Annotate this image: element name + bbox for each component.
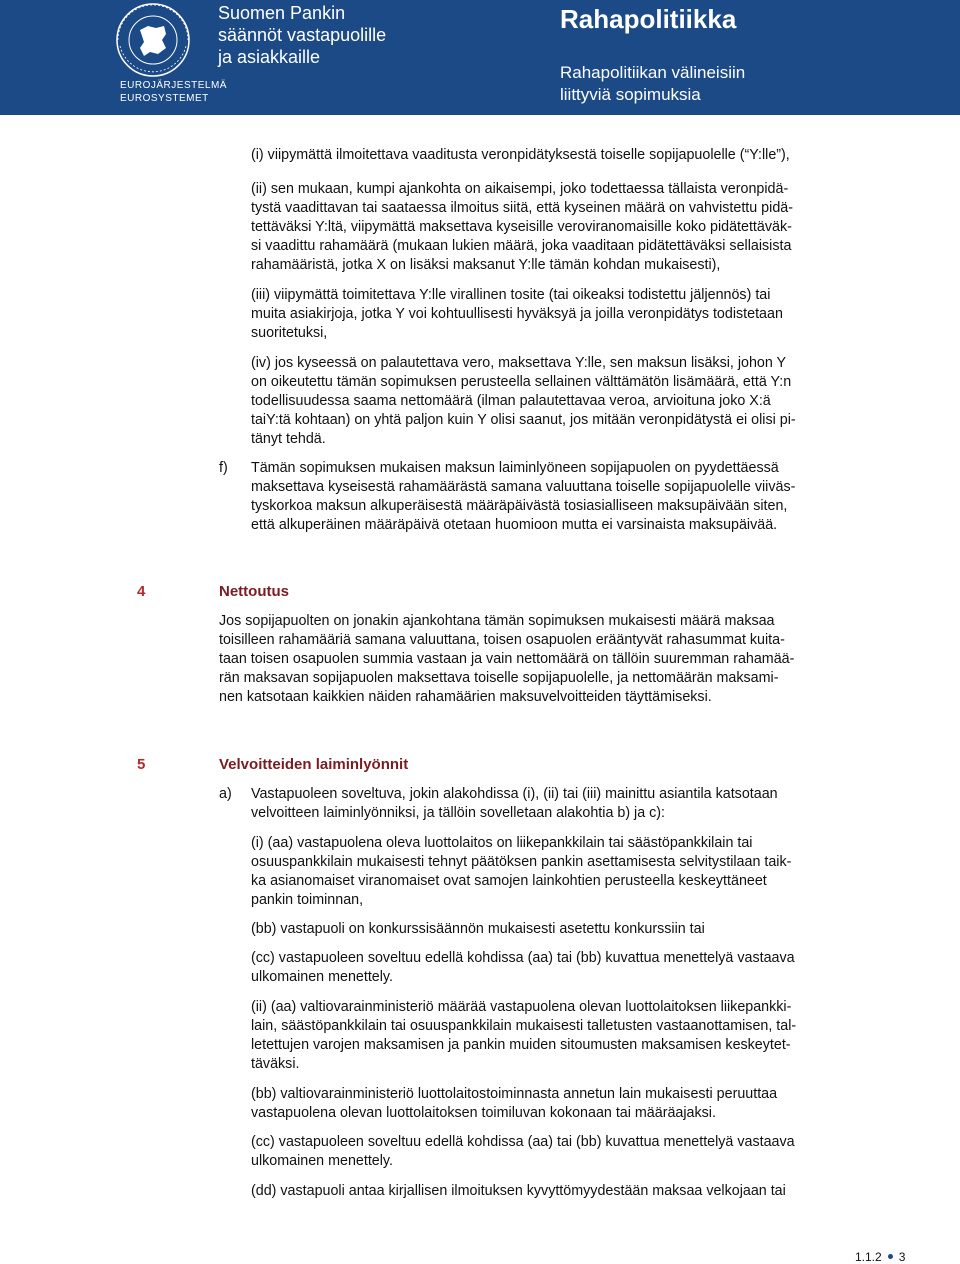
item-label-a: a) (219, 786, 232, 802)
body-line: suoritetuksi, (251, 325, 328, 341)
body-line: rahamääristä, jotka X on lisäksi maksanut Y:lle tämän kohdan mukaisesti), (251, 257, 721, 273)
header-subtitle-line: liittyviä sopimuksia (560, 85, 701, 104)
body-line: Tämän sopimuksen mukaisen maksun laiminlyöneen sopijapuolen on pyydettäessä (251, 460, 779, 476)
body-line: (iii) viipymättä toimitettava Y:lle virallinen tosite (tai oikeaksi todistettu jäljennös) tai (251, 287, 771, 303)
body-line: vastapuolena olevan luottolaitoksen toimiluvan kokonaan tai määräajaksi. (251, 1105, 716, 1121)
section-4-title: Nettoutus (219, 583, 289, 600)
header-org (218, 2, 386, 68)
body-line: tystä vaadittavan tai saataessa ilmoitus siitä, että kyseinen määrä on vahvistettu pidä- (251, 200, 793, 216)
body-line: taan toisen osapuolen summia vastaan ja vain nettomäärä on tällöin suuremman rahamää- (219, 651, 795, 667)
body-line: toisilleen rahamääriä samana valuuttana, toisen osapuolen erääntyvät rahasummat kuita- (219, 632, 785, 648)
header-title: Rahapolitiikka (560, 4, 737, 34)
section-5-number: 5 (137, 756, 146, 773)
body-line: ulkomainen menettely. (251, 969, 393, 985)
body-line: letettujen varojen maksamisen ja pankin muiden sitoumusten maksamisen keskeytet- (251, 1037, 791, 1053)
body-line: nen katsotaan kaikkien näiden rahamäärien maksuvelvoitteiden täyttämiseksi. (219, 689, 712, 705)
body-line: että alkuperäinen määräpäivä otetaan huomioon mutta ei varsinaista maksupäivää. (251, 517, 778, 533)
body-line: (cc) vastapuoleen soveltuu edellä kohdissa (aa) tai (bb) kuvattua menettelyä vastaava (251, 950, 795, 966)
body-line: (bb) valtiovarainministeriö luottolaitostoiminnasta annetun lain mukaisesti peruuttaa (251, 1086, 778, 1102)
body-line: (i) (aa) vastapuolena oleva luottolaitos on liikepankkilain tai säästöpankkilain tai (251, 835, 753, 851)
body-line: (ii) (aa) valtiovarainministeriö määrää vastapuolena olevan luottolaitoksen liikepankki- (251, 999, 792, 1015)
page-footer (855, 1250, 905, 1264)
body-line: taiY:tä kohtaan) on yhtä paljon kuin Y olisi saanut, jos mitään veronpidätystä ei olisi pi- (251, 412, 796, 428)
body-line: pankin toiminnan, (251, 892, 364, 908)
header-subtitle-line: Rahapolitiikan välineisiin (560, 63, 746, 82)
body-line: rän maksavan sopijapuolen maksettava toiselle sopijapuolelle, ja nettomäärän maksami- (219, 670, 779, 686)
body-line: on oikeutettu tämän sopimuksen perusteella sellainen välttämätön lisämäärä, että Y:n (251, 374, 792, 390)
body-line: (cc) vastapuoleen soveltuu edellä kohdissa (aa) tai (bb) kuvattua menettelyä vastaava (251, 1134, 795, 1150)
body-line: (ii) sen mukaan, kumpi ajankohta on aikaisempi, joko todettaessa tällaista veronpidä- (251, 181, 789, 197)
header-org-line: Suomen Pankin (218, 3, 346, 23)
logo-caption-2: EUROSYSTEMET (120, 93, 209, 104)
body-line: tänyt tehdä. (251, 431, 326, 447)
section-5-title: Velvoitteiden laiminlyönnit (219, 756, 409, 773)
body-line: täväksi. (251, 1056, 300, 1072)
body-line: tyskorkoa maksun alkuperäisestä määräpäivästä tosiasialliseen maksupäivään siten, (251, 498, 788, 514)
body-line: (i) viipymättä ilmoitettava vaaditusta veronpidätyksestä toiselle sopijapuolelle (“Y:lle”), (251, 147, 790, 163)
body-line: si vaadittu rahamäärä (mukaan lukien määrä, joka vaaditaan pidätettäväksi sellaisista (251, 238, 792, 254)
body-line: (bb) vastapuoli on konkurssisäännön mukaisesti asetettu konkurssiin tai (251, 921, 705, 937)
item-label-f: f) (219, 460, 228, 476)
body-line: (dd) vastapuoli antaa kirjallisen ilmoituksen kyvyttömyydestään maksaa velkojaan tai (251, 1183, 786, 1199)
footer-section: 1.1.2 (855, 1250, 882, 1264)
body-line: ka asianomaiset viranomaiset ovat samojen lainkohtien perusteella keskeyttäneet (251, 873, 767, 889)
body-line: maksettava kyseisestä rahamäärästä samana valuuttana toiselle sopijapuolelle viiväs- (251, 479, 796, 495)
header-org-line: ja asiakkaille (218, 47, 321, 67)
header-org-line: säännöt vastapuolille (218, 25, 387, 45)
body-line: osuuspankkilain mukaisesti tehnyt päätöksen pankin asettamisesta selvitystilaan taik- (251, 854, 792, 870)
body-line: muita asiakirjoja, jotka Y voi kohtuullisesti hyväksyä ja joilla veronpidätys todistetaan (251, 306, 783, 322)
body-line: Vastapuoleen soveltuva, jokin alakohdissa (i), (ii) tai (iii) mainittu asiantila katsotaan (251, 786, 778, 802)
section-4-number: 4 (137, 583, 146, 600)
body-line: lain, säästöpankkilain tai osuuspankkilain mukaisesti talletusten vastaanottamisen, tal- (251, 1018, 797, 1034)
page-header (0, 0, 960, 115)
body-line: ulkomainen menettely. (251, 1153, 393, 1169)
body-line: (iv) jos kyseessä on palautettava vero, maksettava Y:lle, sen maksun lisäksi, johon Y (251, 355, 787, 371)
bullet-icon (888, 1254, 893, 1259)
body-line: Jos sopijapuolten on jonakin ajankohtana tämän sopimuksen mukaisesti määrä maksaa (219, 613, 775, 629)
body-line: velvoitteen laiminlyönniksi, ja tällöin sovelletaan alakohtia b) ja c): (251, 805, 666, 821)
body-line: tettäväksi Y:ltä, viipymättä maksettava kyseisille veroviranomaisille koko pidätettäväk- (251, 219, 792, 235)
page-number: 3 (898, 1250, 906, 1264)
logo-caption-1: EUROJÄRJESTELMÄ (120, 80, 227, 91)
body-line: todellisuudessa saama nettomäärä (ilman palautettavaa veroa, arvioituna joko X:ä (251, 393, 771, 409)
header-subtitle (560, 62, 745, 106)
